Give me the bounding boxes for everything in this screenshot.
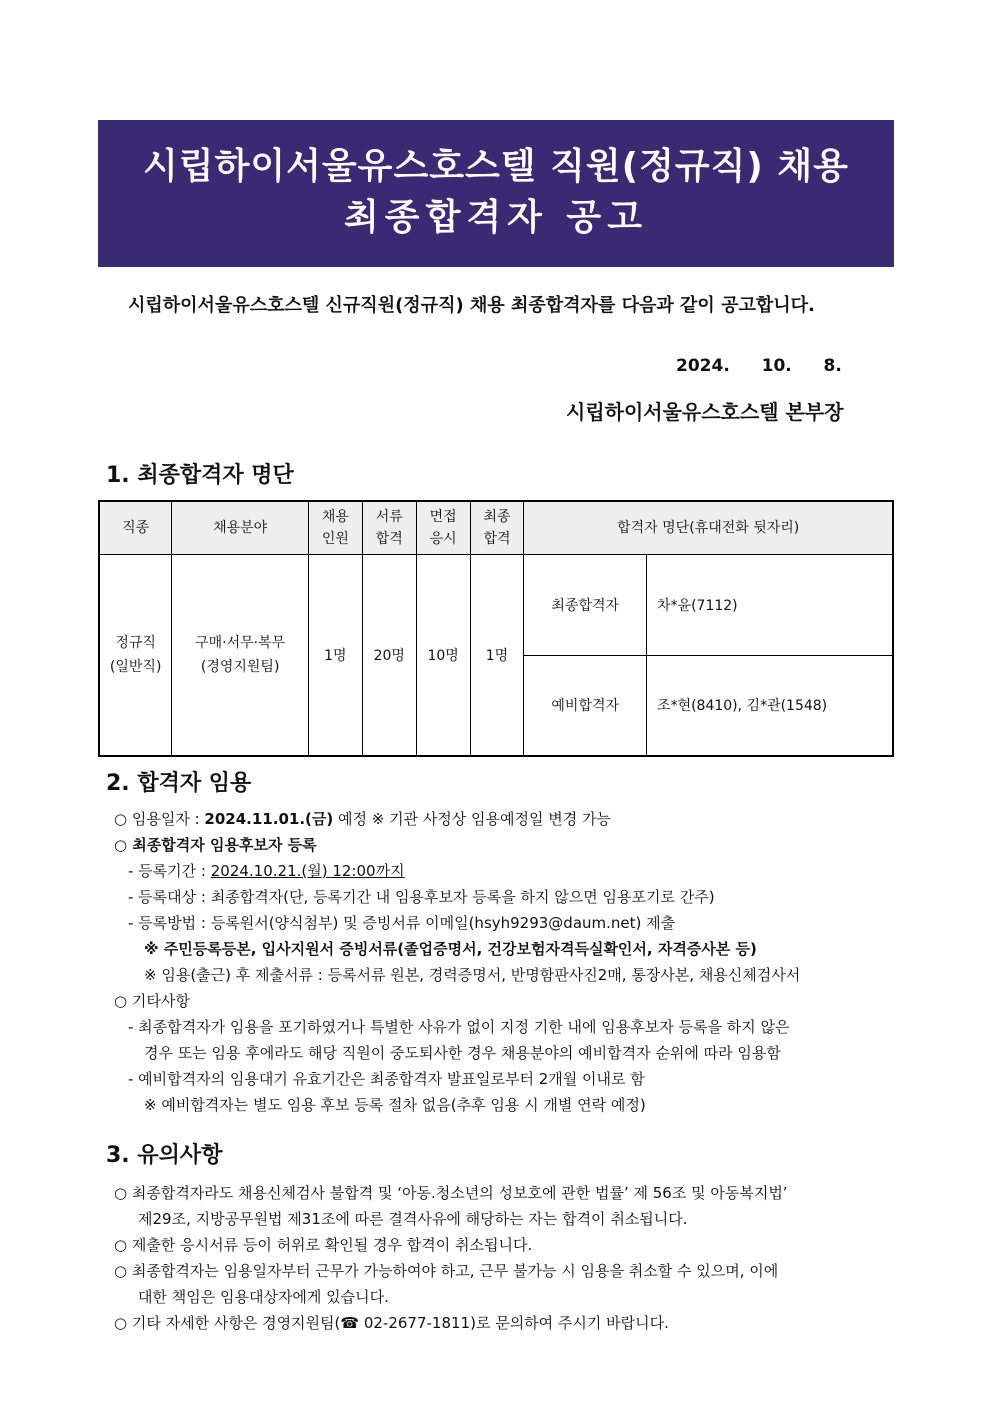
- notice-item-3a: ○ 최종합격자는 임용일자부터 근무가 가능하여야 하고, 근무 불가능 시 임용을 취소할 수 있으며, 이에: [114, 1262, 779, 1280]
- table-row: [99, 555, 893, 656]
- title-line-2: 최종합격자 공고: [344, 197, 648, 238]
- notice-item-2: ○ 제출한 응시서류 등이 허위로 확인될 경우 합격이 취소됩니다.: [114, 1236, 533, 1254]
- title-line-1: 시립하이서울유스호스텔 직원(정규직) 채용: [143, 146, 849, 187]
- required-docs-note: ※ 주민등록등본, 입사지원서 증빙서류(졸업증명서, 건강보험자격득실확인서, 자격증사본 등): [144, 940, 757, 958]
- section3-heading: 3. 유의사항: [106, 1143, 223, 1168]
- registration-period-label: - 등록기간 :: [128, 862, 211, 880]
- registration-period-value: 2024.10.21.(월) 12:00까지: [210, 862, 405, 880]
- appointment-date-line: [114, 806, 800, 832]
- cell-final-names: 차*윤(7112): [647, 555, 893, 656]
- etc-item-1b: 경우 또는 임용 후에라도 해당 직원이 중도퇴사한 경우 채용분야의 예비합격자 순위에 따라 임용함: [144, 1044, 781, 1062]
- section3-body: [114, 1180, 788, 1336]
- registration-title: ○ 최종합격자 임용후보자 등록: [114, 836, 317, 854]
- cell-interview: 10명: [416, 555, 470, 756]
- intro-paragraph: 시립하이서울유스호스텔 신규직원(정규직) 채용 최종합격자를 다음과 같이 공고합니다.: [128, 295, 815, 316]
- cell-doc-pass: 20명: [362, 555, 416, 756]
- post-hire-docs-note: ※ 임용(출근) 후 제출서류 : 등록서류 원본, 경력증명서, 반명함판사진2매, 통장사본, 채용신체검사서: [144, 966, 801, 984]
- cell-reserve-label: 예비합격자: [524, 656, 647, 756]
- notice-item-1b: 제29조, 지방공무원법 제31조에 따른 결격사유에 해당하는 자는 합격이 취소됩니다.: [138, 1210, 688, 1228]
- cell-reserve-names: 조*현(8410), 김*관(1548): [647, 656, 893, 756]
- section1-heading: 1. 최종합격자 명단: [106, 463, 294, 488]
- appointment-date-label: ○ 임용일자 :: [114, 810, 205, 828]
- header-job: 직종: [99, 501, 172, 555]
- etc-title: ○ 기타사항: [114, 992, 190, 1010]
- signer: 시립하이서울유스호스텔 본부장: [566, 400, 844, 424]
- etc-item-3: ※ 예비합격자는 별도 임용 후보 등록 절차 없음(추후 임용 시 개별 연락 예정): [144, 1096, 646, 1114]
- section2-body: [114, 806, 800, 1118]
- header-field: 채용분야: [172, 501, 309, 555]
- registration-period: [114, 858, 800, 884]
- header-interview: 면접 응시: [416, 501, 470, 555]
- etc-item-2: - 예비합격자의 임용대기 유효기간은 최종합격자 발표일로부터 2개월 이내로 함: [128, 1070, 645, 1088]
- cell-final: 1명: [470, 555, 524, 756]
- header-final: 최종 합격: [470, 501, 524, 555]
- etc-item-1a: - 최종합격자가 임용을 포기하였거나 특별한 사유가 없이 지정 기한 내에 임용후보자 등록을 하지 않은: [128, 1018, 790, 1036]
- table-header-row: [99, 501, 893, 555]
- section2-heading: 2. 합격자 임용: [106, 771, 252, 796]
- notice-item-1a: ○ 최종합격자라도 채용신체검사 불합격 및 ‘아동.청소년의 성보호에 관한 법률’ 제 56조 및 아동복지법’: [114, 1184, 788, 1202]
- title-banner: [98, 120, 894, 267]
- registration-target: - 등록대상 : 최종합격자(단, 등록기간 내 임용후보자 등록을 하지 않으면 임용포기로 간주): [128, 888, 715, 906]
- header-doc-pass: 서류 합격: [362, 501, 416, 555]
- appointment-date-value: 2024.11.01.(금): [204, 810, 334, 828]
- notice-item-4: ○ 기타 자세한 사항은 경영지원팀(☎ 02-2677-1811)로 문의하여 주시기 바랍니다.: [114, 1314, 669, 1332]
- cell-field: 구매·서무·복무 (경영지원팀): [172, 555, 309, 756]
- notice-item-3b: 대한 책임은 임용대상자에게 있습니다.: [138, 1288, 389, 1306]
- appointment-date-note: 예정 ※ 기관 사정상 임용예정일 변경 가능: [333, 810, 612, 828]
- cell-final-label: 최종합격자: [524, 555, 647, 656]
- header-names: 합격자 명단(휴대전화 뒷자리): [524, 501, 893, 555]
- announcement-date: 2024. 10. 8.: [676, 356, 842, 376]
- roster-table: [98, 500, 894, 757]
- cell-job: 정규직 (일반직): [99, 555, 172, 756]
- registration-method: - 등록방법 : 등록원서(양식첨부) 및 증빙서류 이메일(hsyh9293@daum.net) 제출: [128, 914, 676, 932]
- header-hire: 채용 인원: [308, 501, 362, 555]
- cell-hire: 1명: [308, 555, 362, 756]
